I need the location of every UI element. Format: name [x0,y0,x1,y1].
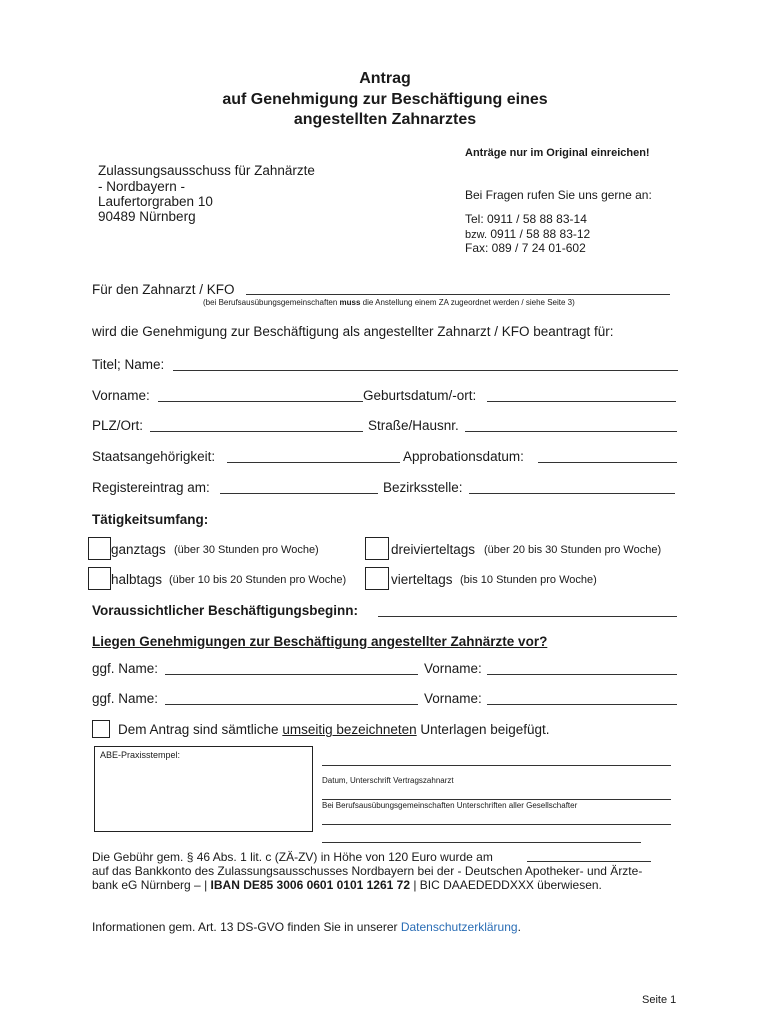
vorname-label: Vorname: [92,388,150,403]
registereintrag-label: Registereintrag am: [92,480,210,495]
contact-fax: Fax: 089 / 7 24 01-602 [465,241,586,255]
datenschutz-pre: Informationen gem. Art. 13 DS-GVO finden Sie in unserer [92,920,401,934]
gebuehr-bic: | BIC DAAEDEDDXXX überwiesen. [410,878,602,892]
ganztags-note: (über 30 Stunden pro Woche) [174,544,319,556]
datenschutz-post: . [517,920,521,934]
note-pre: (bei Berufsausübungsgemeinschaften [203,298,340,307]
note-post: die Anstellung einem ZA zugeordnet werden / siehe Seite 3) [360,298,575,307]
geburtsdatum-field[interactable] [487,401,676,402]
viertel-checkbox[interactable] [365,567,389,590]
vorname-field[interactable] [158,401,363,402]
contact-bzw-prefix: bzw. [465,229,488,241]
fuer-zahnarzt-note [203,298,575,307]
ggf-name-field-1[interactable] [165,674,418,675]
halbtags-checkbox[interactable] [88,567,111,590]
bezirksstelle-field[interactable] [469,493,675,494]
strasse-label: Straße/Hausnr. [368,418,459,433]
strasse-field[interactable] [465,431,677,432]
halbtags-note: (über 10 bis 20 Stunden pro Woche) [169,574,347,586]
praxisstempel-label: ABE-Praxisstempel: [100,750,181,760]
gebuehr-bank: bank eG Nürnberg – | [92,878,211,892]
unterlagen-checkbox[interactable] [92,720,110,738]
gebuehr-date-field[interactable] [527,861,651,862]
ggf-vorname-field-2[interactable] [487,704,677,705]
approbationsdatum-field[interactable] [538,462,677,463]
fuer-zahnarzt-field[interactable] [246,294,670,295]
unterlagen-pre: Dem Antrag sind sämtliche [118,722,283,737]
title-line-2: auf Genehmigung zur Beschäftigung eines [222,91,548,108]
title-line-1: Antrag [359,70,411,87]
ggf-vorname-label-1: Vorname: [424,661,482,676]
geburtsdatum-label: Geburtsdatum/-ort: [363,388,477,403]
approbationsdatum-label: Approbationsdatum: [403,449,524,464]
viertel-note: (bis 10 Stunden pro Woche) [460,574,597,586]
titel-name-field[interactable] [173,370,678,371]
ggf-vorname-field-1[interactable] [487,674,677,675]
contact-intro: Bei Fragen rufen Sie uns gerne an: [465,188,652,202]
taetigkeit-heading: Tätigkeitsumfang: [92,512,209,527]
signature-bag-caption: Bei Berufsausübungsgemeinschaften Unterschriften aller Gesellschafter [322,801,578,810]
title-line-3: angestellten Zahnarztes [293,111,477,128]
address-line-4: 90489 Nürnberg [98,209,196,224]
datenschutz-text [92,920,521,934]
ggf-name-label-1: ggf. Name: [92,661,159,676]
contact-tel-alt [465,227,590,241]
signature-line-2[interactable] [322,799,671,800]
gebuehr-iban: IBAN DE85 3006 0601 0101 1261 72 [210,878,411,892]
gebuehr-line-3 [92,878,602,892]
registereintrag-field[interactable] [220,493,378,494]
signature-datum-caption: Datum, Unterschrift Vertragszahnarzt [322,776,454,785]
page-number: Seite 1 [642,994,677,1006]
beginn-field[interactable] [378,616,677,617]
bezirksstelle-label: Bezirksstelle: [383,480,463,495]
fuer-zahnarzt-label: Für den Zahnarzt / KFO [92,282,235,297]
staatsangehoerigkeit-label: Staatsangehörigkeit: [92,449,216,464]
ganztags-label: ganztags [111,542,166,557]
unterlagen-post: Unterlagen beigefügt. [416,722,550,737]
halbtags-label: halbtags [111,572,163,587]
gebuehr-line-2: auf das Bankkonto des Zulassungsausschusses Nordbayern bei der - Deutschen Apotheker- und Ärzte- [92,864,643,878]
liegen-heading: Liegen Genehmigungen zur Beschäftigung angestellter Zahnärzte vor? [92,634,548,649]
note-bold: muss [339,298,361,307]
intro-sentence: wird die Genehmigung zur Beschäftigung als angestellter Zahnarzt / KFO beantragt für: [92,324,614,339]
plz-ort-label: PLZ/Ort: [92,418,144,433]
dreiviertel-label: dreivierteltags [391,542,476,557]
signature-line-3[interactable] [322,824,671,825]
staatsangehoerigkeit-field[interactable] [227,462,400,463]
signature-line-4[interactable] [322,842,641,843]
ganztags-checkbox[interactable] [88,537,111,560]
contact-bzw-number: 0911 / 58 88 83-12 [487,227,591,241]
datenschutz-link[interactable]: Datenschutzerklärung [400,920,518,934]
ggf-name-field-2[interactable] [165,704,418,705]
original-notice: Anträge nur im Original einreichen! [465,147,650,159]
gebuehr-line-1: Die Gebühr gem. § 46 Abs. 1 lit. c (ZÄ-ZV) in Höhe von 120 Euro wurde am [92,850,493,864]
dreiviertel-checkbox[interactable] [365,537,389,560]
beginn-label: Voraussichtlicher Beschäftigungsbeginn: [92,603,359,618]
titel-name-label: Titel; Name: [92,357,165,372]
ggf-vorname-label-2: Vorname: [424,691,482,706]
dreiviertel-note: (über 20 bis 30 Stunden pro Woche) [484,544,662,556]
ggf-name-label-2: ggf. Name: [92,691,159,706]
address-line-2: - Nordbayern - [98,179,186,194]
plz-ort-field[interactable] [150,431,363,432]
address-line-1: Zulassungsausschuss für Zahnärzte [98,163,315,178]
address-line-3: Laufertorgraben 10 [98,194,213,209]
unterlagen-text [118,722,550,737]
viertel-label: vierteltags [391,572,453,587]
signature-line-1[interactable] [322,765,671,766]
unterlagen-link[interactable]: umseitig bezeichneten [282,722,417,737]
contact-tel: Tel: 0911 / 58 88 83-14 [465,212,587,226]
